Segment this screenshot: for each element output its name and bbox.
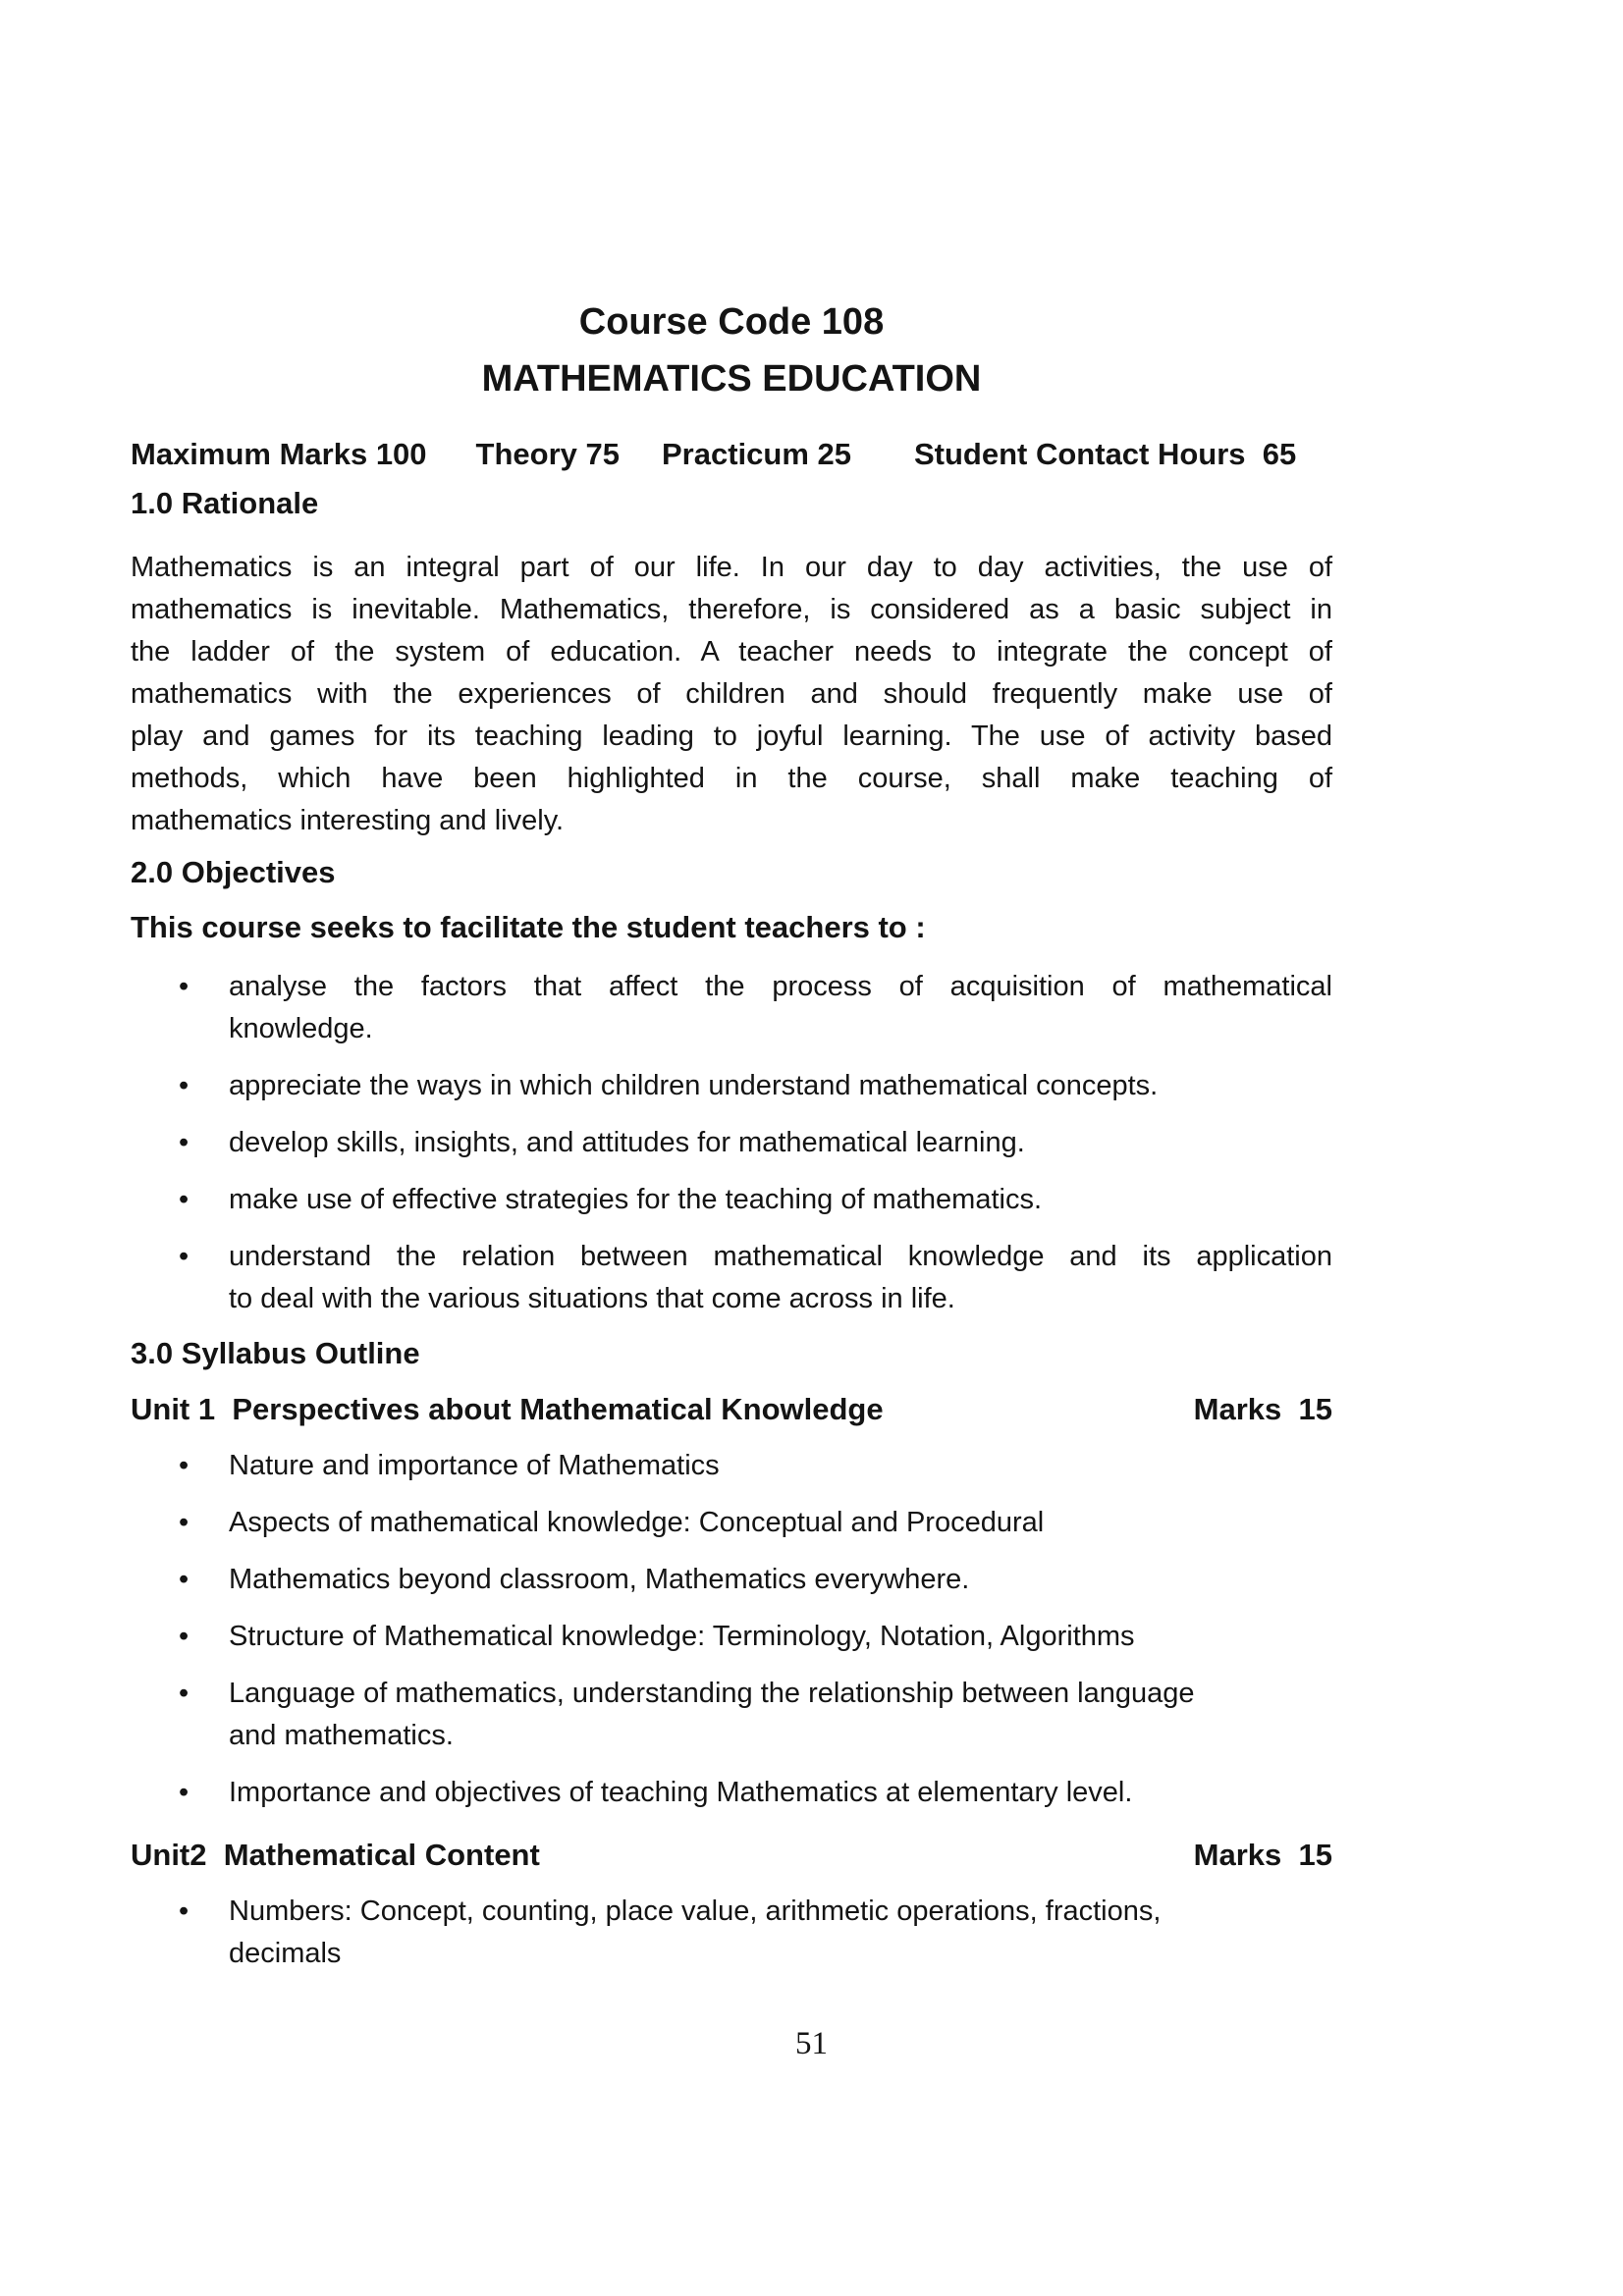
unit-item: [131, 1891, 1332, 1975]
bullet-icon: •: [179, 1777, 189, 1808]
unit-line: Mathematics beyond classroom, Mathematics everywhere.: [229, 1564, 970, 1595]
document-content: [131, 0, 1332, 1975]
course-code-title: Course Code 108: [578, 301, 885, 343]
unit-1-marks: Marks 15: [1193, 1392, 1332, 1426]
objective-line: develop skills, insights, and attitudes for mathematical learning.: [229, 1127, 1025, 1158]
unit-item: [131, 1502, 1332, 1544]
objective-item: [131, 1122, 1332, 1164]
bullet-icon: •: [179, 1507, 189, 1538]
objective-item: [131, 1236, 1332, 1320]
objectives-heading: 2.0 Objectives: [131, 855, 336, 889]
unit-1-heading-row: [131, 1388, 1332, 1430]
contact-hours-label: Student Contact Hours 65: [914, 437, 1297, 471]
rationale-line: mathematics with the experiences of children and should frequently make use of: [131, 678, 1332, 710]
rationale-line: mathematics is inevitable. Mathematics, therefore, is considered as a basic subject in: [131, 594, 1332, 625]
rationale-paragraph: [131, 547, 1332, 842]
objective-item: [131, 1179, 1332, 1221]
maximum-marks-label: Maximum Marks 100: [131, 437, 427, 471]
bullet-icon: •: [179, 1127, 189, 1158]
rationale-line: play and games for its teaching leading to joyful learning. The use of activity based: [131, 721, 1332, 752]
bullet-icon: •: [179, 1070, 189, 1101]
objective-item: [131, 1065, 1332, 1107]
unit-item: [131, 1673, 1332, 1757]
page-number: 51: [795, 2026, 828, 2061]
rationale-line: methods, which have been highlighted in the course, shall make teaching of: [131, 763, 1332, 794]
unit-line: Language of mathematics, understanding the relationship between language: [229, 1678, 1195, 1709]
bullet-icon: •: [179, 971, 189, 1002]
unit-2-marks: Marks 15: [1193, 1838, 1332, 1872]
objective-line: to deal with the various situations that come across in life.: [229, 1283, 955, 1314]
rationale-heading: 1.0 Rationale: [131, 486, 319, 520]
unit-2-list: [131, 1891, 1332, 1975]
unit-2-heading-row: [131, 1834, 1332, 1876]
objectives-list: [131, 966, 1332, 1320]
rationale-line: the ladder of the system of education. A teacher needs to integrate the concept of: [131, 636, 1332, 667]
unit-item: [131, 1559, 1332, 1601]
unit-1-title: Unit 1 Perspectives about Mathematical Knowledge: [131, 1392, 884, 1426]
objective-line: make use of effective strategies for the teaching of mathematics.: [229, 1184, 1043, 1215]
unit-line: Nature and importance of Mathematics: [229, 1450, 720, 1481]
theory-marks-label: Theory 75: [475, 437, 620, 471]
unit-2-title: Unit2 Mathematical Content: [131, 1838, 540, 1872]
unit-line: Aspects of mathematical knowledge: Conceptual and Procedural: [229, 1507, 1045, 1538]
objective-line: appreciate the ways in which children understand mathematical concepts.: [229, 1070, 1159, 1101]
syllabus-heading: 3.0 Syllabus Outline: [131, 1336, 420, 1370]
rationale-line: mathematics interesting and lively.: [131, 805, 565, 836]
bullet-icon: •: [179, 1564, 189, 1595]
unit-1-list: [131, 1445, 1332, 1814]
unit-item: [131, 1772, 1332, 1814]
bullet-icon: •: [179, 1621, 189, 1652]
unit-line: decimals: [229, 1938, 342, 1969]
practicum-marks-label: Practicum 25: [662, 437, 851, 471]
bullet-icon: •: [179, 1450, 189, 1481]
unit-line: Importance and objectives of teaching Mathematics at elementary level.: [229, 1777, 1133, 1808]
bullet-icon: •: [179, 1241, 189, 1272]
objective-line: understand the relation between mathematical knowledge and its application: [229, 1241, 1332, 1272]
objectives-intro: This course seeks to facilitate the student teachers to :: [131, 910, 926, 944]
bullet-icon: •: [179, 1896, 189, 1927]
objective-item: [131, 966, 1332, 1050]
bullet-icon: •: [179, 1184, 189, 1215]
unit-line: Structure of Mathematical knowledge: Terminology, Notation, Algorithms: [229, 1621, 1135, 1652]
rationale-line: Mathematics is an integral part of our life. In our day to day activities, the use of: [131, 552, 1332, 583]
course-name-title: MATHEMATICS EDUCATION: [481, 358, 982, 400]
marks-info-line: [131, 433, 1332, 475]
unit-line: and mathematics.: [229, 1720, 454, 1751]
unit-line: Numbers: Concept, counting, place value, arithmetic operations, fractions,: [229, 1896, 1162, 1927]
bullet-icon: •: [179, 1678, 189, 1709]
objective-line: knowledge.: [229, 1013, 373, 1044]
unit-item: [131, 1445, 1332, 1487]
unit-item: [131, 1616, 1332, 1658]
objective-line: analyse the factors that affect the process of acquisition of mathematical: [229, 971, 1332, 1002]
